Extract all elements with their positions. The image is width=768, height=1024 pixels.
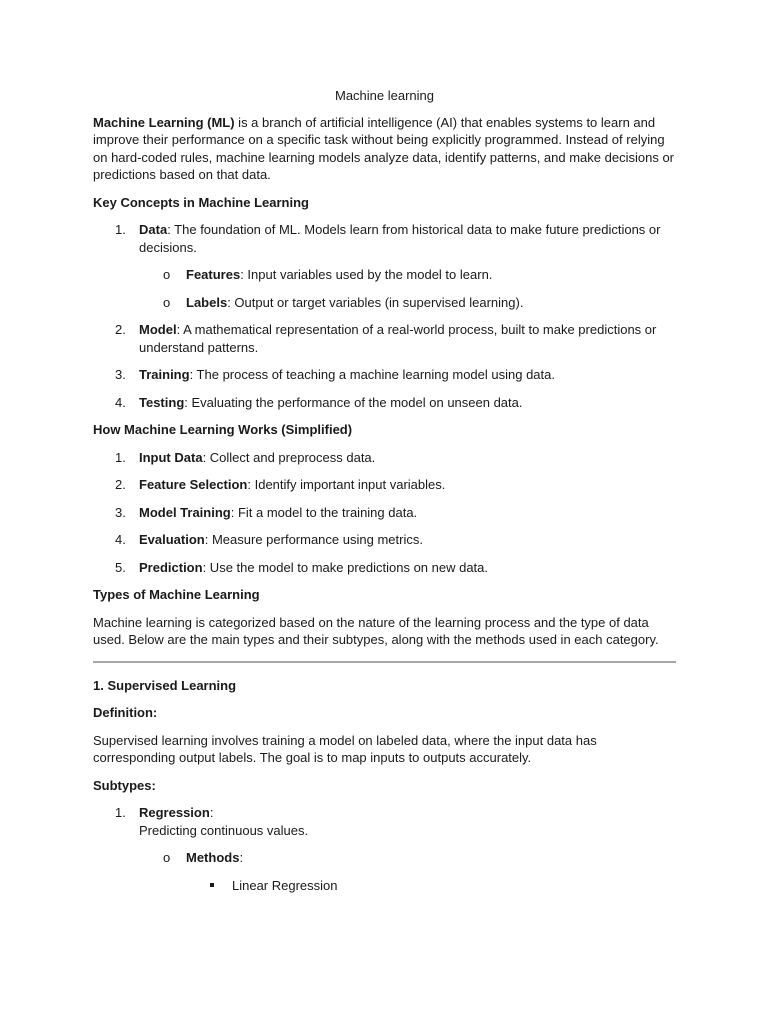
sub-list-item: [93, 849, 676, 867]
list-term: Regression: [139, 805, 210, 820]
square-bullet-icon: [210, 883, 214, 887]
subtypes-label: Subtypes:: [93, 777, 156, 793]
list-number: 1.: [115, 449, 126, 465]
list-number: 1.: [115, 222, 126, 237]
sub-sub-list-item: [93, 877, 676, 895]
types-heading: Types of Machine Learning: [93, 587, 260, 602]
list-text: : Evaluating the performance of the model on unseen data.: [184, 394, 523, 410]
list-colon: :: [209, 805, 214, 820]
horizontal-divider: [93, 661, 676, 663]
intro-term: Machine Learning (ML): [93, 114, 235, 130]
list-text: : The foundation of ML. Models learn from historical data to make future predictions or decisions.: [139, 222, 661, 255]
list-number: 2.: [115, 322, 126, 337]
list-term: Model: [139, 322, 177, 337]
circle-bullet-icon: o: [163, 850, 171, 865]
list-item: [93, 804, 676, 839]
list-number: 3.: [115, 504, 126, 520]
list-term: Feature Selection: [139, 477, 248, 492]
intro-paragraph: [93, 114, 676, 184]
circle-bullet-icon: o: [163, 294, 171, 310]
list-number: 5.: [115, 559, 126, 575]
list-term: Evaluation: [139, 532, 205, 547]
list-number: 1.: [115, 805, 126, 820]
list-number: 4.: [115, 394, 126, 410]
list-term: Testing: [139, 394, 185, 410]
list-number: 2.: [115, 477, 126, 492]
list-term: Model Training: [139, 504, 231, 520]
key-concepts-heading: Key Concepts in Machine Learning: [93, 194, 309, 210]
list-text: Linear Regression: [232, 877, 338, 893]
list-text: : A mathematical representation of a real-world process, built to make predictions or understand patterns.: [139, 322, 657, 355]
list-text: : Measure performance using metrics.: [204, 532, 423, 547]
list-item: [93, 476, 676, 494]
intro-text: is a branch of artificial intelligence (AI) that enables systems to learn and improve their performance on a specific task without being explicitly programmed. Instead of relying on hard-coded rules, machine learning models analyze data, identify patterns, and make decisions or predictions based on that data.: [93, 114, 675, 182]
list-item: [93, 321, 676, 356]
list-item: [93, 504, 676, 522]
list-text: : Input variables used by the model to learn.: [240, 267, 493, 282]
document-body: [93, 87, 676, 904]
types-paragraph: Machine learning is categorized based on the nature of the learning process and the type of data used. Below are the main types and their subtypes, along with the methods used in each category.: [93, 614, 659, 647]
circle-bullet-icon: o: [163, 267, 171, 282]
list-term: Training: [139, 367, 190, 382]
list-text: Predicting continuous values.: [139, 822, 309, 838]
list-term: Data: [139, 222, 168, 237]
list-text: : Collect and preprocess data.: [202, 449, 376, 465]
definition-paragraph: Supervised learning involves training a model on labeled data, where the input data has corresponding output labels. The goal is to map inputs to outputs accurately.: [93, 732, 597, 765]
document-title: Machine learning: [334, 88, 434, 103]
list-number: 4.: [115, 532, 126, 547]
list-text: : Output or target variables (in supervised learning).: [227, 294, 524, 310]
list-item: [93, 449, 676, 467]
list-term: Prediction: [139, 559, 203, 575]
list-term: Labels: [186, 294, 228, 310]
list-item: [93, 394, 676, 412]
sub-list-item: [93, 294, 676, 312]
list-text: : The process of teaching a machine learning model using data.: [189, 367, 555, 382]
list-term: Features: [186, 267, 241, 282]
how-it-works-heading: How Machine Learning Works (Simplified): [93, 422, 353, 437]
sub-list-item: [93, 266, 676, 284]
list-item: [93, 531, 676, 549]
definition-label: Definition:: [93, 705, 158, 720]
list-item: [93, 559, 676, 577]
list-number: 3.: [115, 367, 126, 382]
list-item: [93, 366, 676, 384]
supervised-heading: 1. Supervised Learning: [93, 677, 237, 693]
list-term: Input Data: [139, 449, 203, 465]
list-text: : Identify important input variables.: [247, 477, 446, 492]
list-text: : Fit a model to the training data.: [230, 504, 418, 520]
list-colon: :: [239, 850, 244, 865]
list-text: : Use the model to make predictions on new data.: [202, 559, 489, 575]
list-item: [93, 221, 676, 256]
list-term: Methods: [186, 850, 240, 865]
